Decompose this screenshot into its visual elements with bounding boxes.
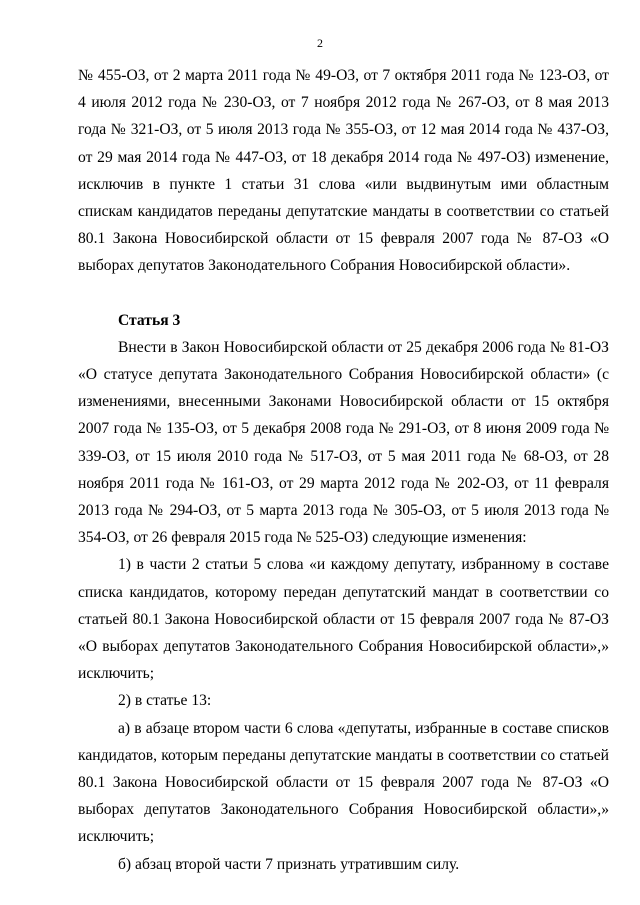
paragraph-continuation: № 455-ОЗ, от 2 марта 2011 года № 49-ОЗ, от 7 октября 2011 года № 123-ОЗ, от 4 июля 2012 года № 230-ОЗ, от 7 ноября 2012 года № 267-ОЗ, от 8 мая 2013 года № 321-ОЗ, от 5 июля 2013 года № 355-ОЗ, от 12 мая 2014 года № 437-ОЗ, от 29 мая 2014 года № 447-ОЗ, от 18 декабря 2014 года № 497-ОЗ) изменение, исключив в пункте 1 статьи 31 слова «или выдвинутым ими областным спискам кандидатов переданы депутатские мандаты в соответствии со статьей 80.1 Закона Новосибирской области от 15 февраля 2007 года № 87-ОЗ «О выборах депутатов Законодательного Собрания Новосибирской области». [78, 67, 609, 275]
page-number: 2 [317, 36, 323, 50]
article-heading: Статья 3 [118, 311, 181, 329]
paragraph-subitem-a: а) в абзаце втором части 6 слова «депутаты, избранные в составе списков кандидатов, которым переданы депутатские мандаты в соответствии со статьей 80.1 Закона Новосибирской области от 15 февраля 2007 года № 87-ОЗ «О выборах депутатов Законодательного Собрания Новосибирской области»,» исключить; [78, 719, 609, 846]
paragraph-article-intro: Внести в Закон Новосибирской области от 25 декабря 2006 года № 81-ОЗ «О статусе депутата Законодательного Собрания Новосибирской области» (с изменениями, внесенными Законами Новосибирской области от 15 октября 2007 года № 135-ОЗ, от 5 декабря 2008 года № 291-ОЗ, от 8 июня 2009 года № 339-ОЗ, от 15 июля 2010 года № 517-ОЗ, от 5 мая 2011 года № 68-ОЗ, от 28 ноября 2011 года № 161-ОЗ, от 29 марта 2012 года № 202-ОЗ, от 11 февраля 2013 года № 294-ОЗ, от 5 марта 2013 года № 305-ОЗ, от 5 июля 2013 года № 354-ОЗ, от 26 февраля 2015 года № 525-ОЗ) следующие изменения: [78, 338, 609, 547]
paragraph-gap [78, 280, 609, 307]
document-body [78, 62, 609, 878]
paragraph-subitem-b: б) абзац второй части 7 признать утратившим силу. [118, 855, 460, 873]
paragraph-item-1: 1) в части 2 статьи 5 слова «и каждому депутату, избранному в составе списка кандидатов, которому передан депутатский мандат в соответствии со статьей 80.1 Закона Новосибирской области от 15 февраля 2007 года № 87-ОЗ «О выборах депутатов Законодательного Собрания Новосибирской области»,» исключить; [78, 556, 609, 683]
paragraph-item-2: 2) в статье 13: [118, 692, 212, 710]
